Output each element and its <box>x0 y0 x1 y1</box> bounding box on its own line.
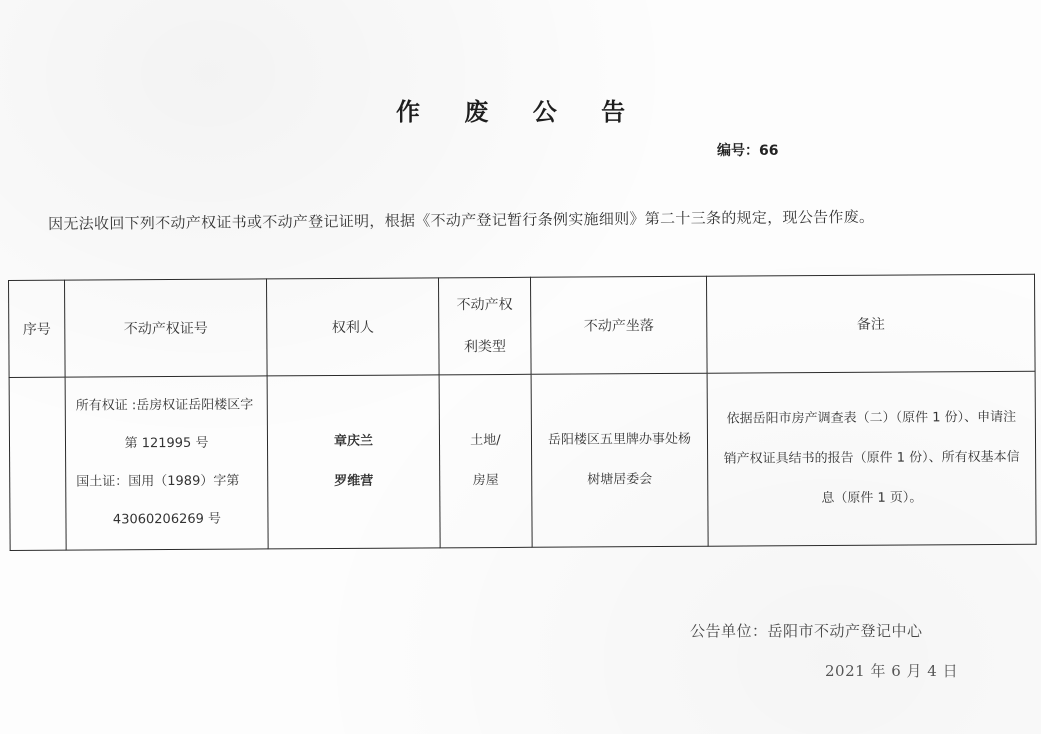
notice-table <box>8 274 1037 551</box>
cell-index <box>9 377 66 550</box>
remark-line-2: 销产权证具结书的报告（原件 1 份）、所有权基本信 <box>723 449 1020 467</box>
header-right-type-line2: 利类型 <box>463 338 506 356</box>
cell-holder <box>267 375 440 549</box>
header-right-type-line1: 不动产权 <box>456 296 513 314</box>
right-type-line-1: 土地/ <box>470 432 501 449</box>
header-right-type <box>438 277 531 375</box>
location-line-2: 树塘居委会 <box>587 472 653 488</box>
cert-line-4: 43060206269 号 <box>112 511 222 528</box>
cert-line-2: 第 121995 号 <box>124 435 209 452</box>
location-line-1: 岳阳楼区五里牌办事处杨 <box>547 431 692 448</box>
header-holder: 权利人 <box>266 278 439 376</box>
remark-line-1: 依据岳阳市房产调查表（二）（原件 1 份）、申请注 <box>726 409 1017 427</box>
table-header-row <box>9 274 1036 377</box>
header-remark: 备注 <box>706 274 1035 373</box>
header-index: 序号 <box>9 280 66 377</box>
serial-number: 编号：66 <box>717 143 779 159</box>
header-location: 不动产坐落 <box>530 276 707 374</box>
cell-remark <box>707 371 1036 546</box>
table-row <box>9 371 1036 550</box>
cell-location <box>531 373 708 547</box>
issuing-unit: 公告单位：岳阳市不动产登记中心 <box>690 622 923 640</box>
cert-line-1: 所有权证 :岳房权证岳阳楼区字 <box>75 397 254 414</box>
cert-line-3: 国土证：国用（1989）字第 <box>76 473 240 490</box>
notice-table-wrapper <box>8 274 1036 551</box>
issue-date: 2021 年 6 月 4 日 <box>825 662 959 680</box>
cell-right-type <box>439 374 532 548</box>
cell-cert-no <box>65 376 268 550</box>
header-cert-no: 不动产权证号 <box>65 279 268 377</box>
holder-name-1: 章庆兰 <box>333 433 374 450</box>
remark-line-3: 息（原件 1 页）。 <box>821 490 923 507</box>
holder-name-2: 罗维营 <box>334 473 374 490</box>
intro-paragraph: 因无法收回下列不动产权证书或不动产登记证明，根据《不动产登记暂行条例实施细则》第二十三条的规定，现公告作废。 <box>48 207 875 233</box>
right-type-line-2: 房屋 <box>472 473 499 489</box>
document-title: 作 废 公 告 <box>396 98 644 126</box>
